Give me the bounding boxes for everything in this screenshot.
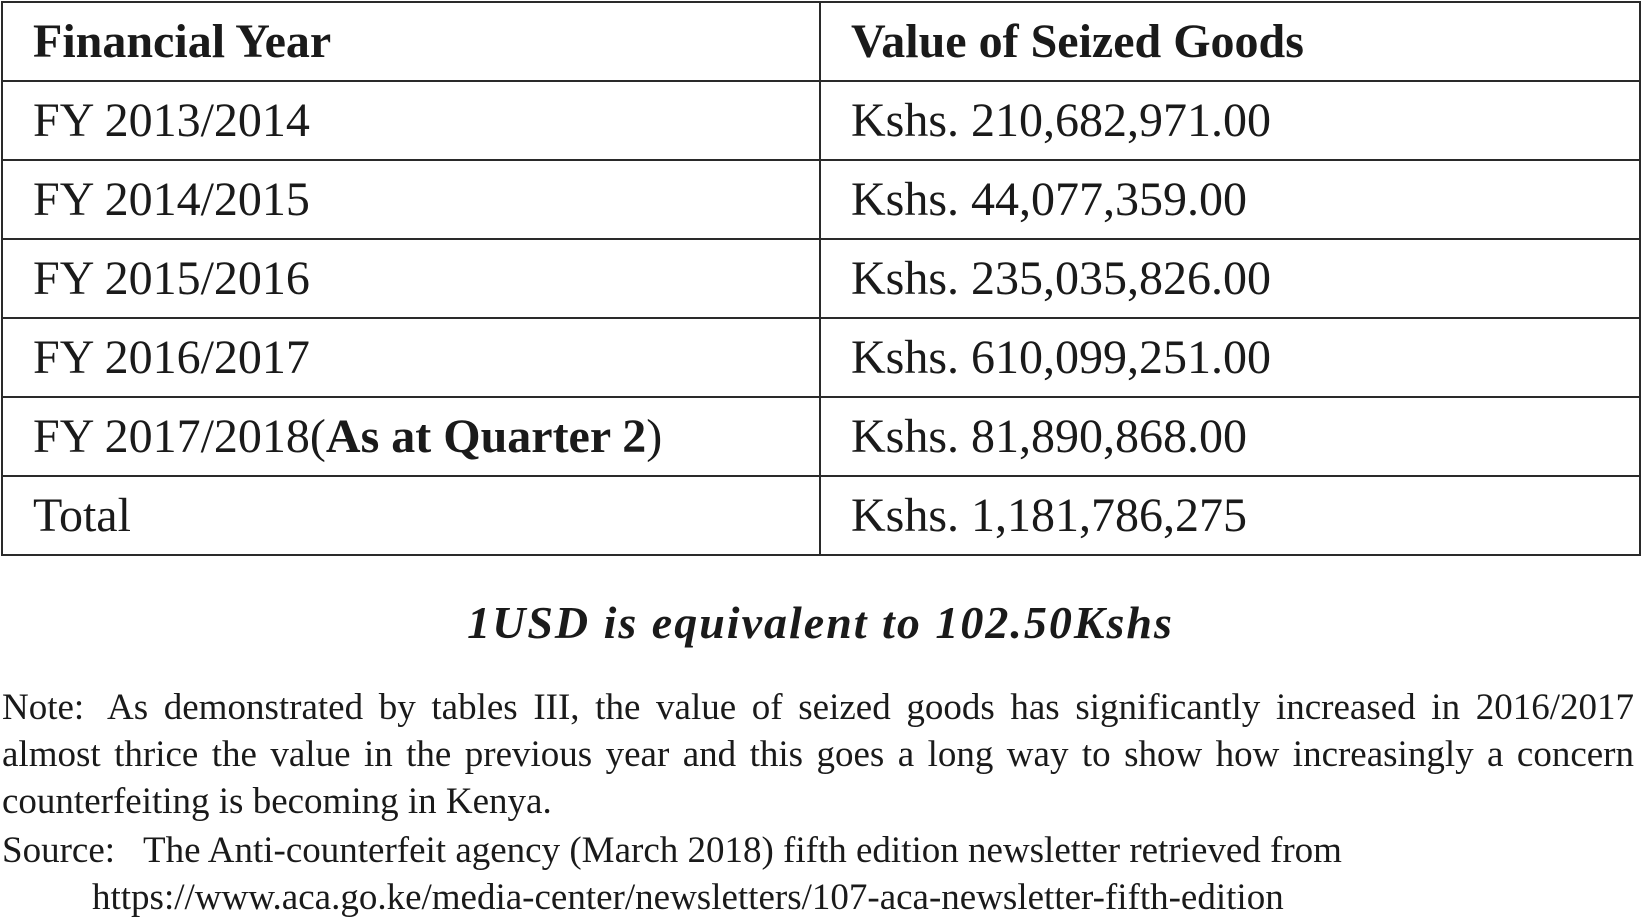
source-paragraph	[2, 827, 1634, 921]
financial-year-qualifier: As at Quarter 2	[325, 410, 647, 463]
exchange-rate-caption: 1USD is equivalent to 102.50Kshs	[467, 597, 1174, 648]
total-value	[820, 476, 1640, 555]
note-text: As demonstrated by tables III, the value of seized goods has significantly increased in 2016/2017 almost thrice the value in the previous year and this goes a long way to show how increasingly a concern counterfeiting is becoming in Kenya.	[2, 687, 1634, 822]
table-header-row	[2, 2, 1640, 81]
financial-year-cell: FY 2016/2017	[2, 318, 820, 397]
table-row	[2, 239, 1640, 318]
seized-goods-table	[1, 1, 1641, 556]
financial-year-close: )	[646, 410, 663, 463]
financial-year-cell: FY 2014/2015	[2, 160, 820, 239]
financial-year-cell: FY 2015/2016	[2, 239, 820, 318]
value-cell: Kshs. 210,682,971.00	[820, 81, 1640, 160]
value-cell: Kshs. 610,099,251.00	[820, 318, 1640, 397]
total-currency: Kshs	[851, 489, 948, 542]
source-label: Source:	[2, 830, 116, 871]
table-row	[2, 397, 1640, 476]
financial-year-cell	[2, 397, 820, 476]
value-cell: Kshs. 81,890,868.00	[820, 397, 1640, 476]
table-row	[2, 318, 1640, 397]
total-amount: 1,181,786,275	[959, 489, 1248, 542]
total-row	[2, 476, 1640, 555]
total-currency-dot: .	[947, 489, 960, 542]
column-header-value: Value of Seized Goods	[820, 2, 1640, 81]
value-cell: Kshs. 44,077,359.00	[820, 160, 1640, 239]
value-cell: Kshs. 235,035,826.00	[820, 239, 1640, 318]
column-header-financial-year: Financial Year	[2, 2, 820, 81]
table-row	[2, 81, 1640, 160]
financial-year-text: FY 2017/2018(	[33, 410, 326, 463]
note-label: Note:	[2, 687, 85, 728]
note-paragraph	[2, 684, 1634, 825]
total-label: Total	[2, 476, 820, 555]
source-url-link[interactable]: https://www.aca.go.ke/media-center/newsletters/107-aca-newsletter-fifth-edition	[92, 877, 1284, 918]
table-row	[2, 160, 1640, 239]
financial-year-cell: FY 2013/2014	[2, 81, 820, 160]
source-text: The Anti-counterfeit agency (March 2018) fifth edition newsletter retrieved from	[143, 830, 1342, 871]
notes-section	[2, 684, 1634, 921]
